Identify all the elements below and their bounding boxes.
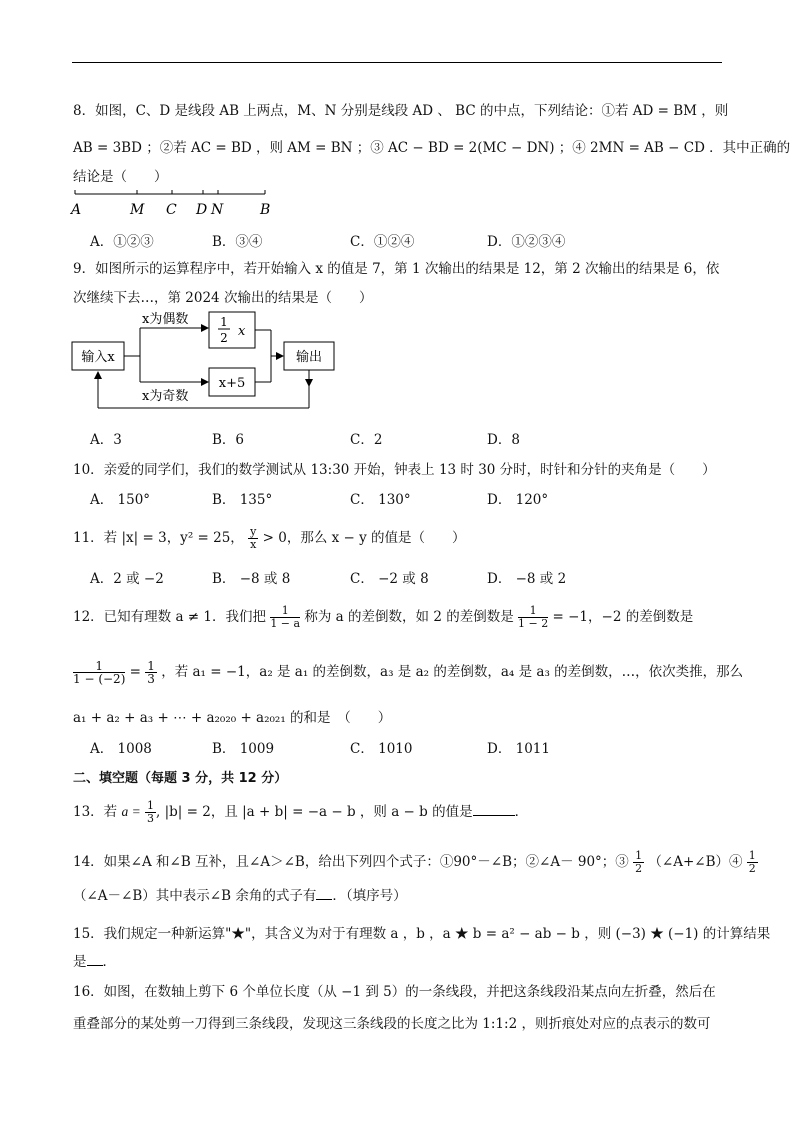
q13-end: ．	[514, 804, 529, 820]
q12-line1-a: 12．已知有理数 a ≠ 1．我们把	[73, 609, 267, 625]
q11-fraction	[248, 526, 258, 551]
q13-prefix: 13．若	[73, 804, 118, 820]
q14-frac-half-1	[633, 850, 644, 875]
odd-label: x为奇数	[142, 389, 189, 404]
q8-line1: 8．如图，C、D 是线段 AB 上两点，M、N 分别是线段 AD 、 BC 的中点，下列结论：①若 AD = BM ，则	[73, 103, 729, 119]
q14-frac2-den: 2	[748, 862, 756, 875]
q12-line1-b: 称为 a 的差倒数，如 2 的差倒数是	[304, 609, 514, 625]
q13-mid: ，且 |a + b| = −a − b ，则 a − b 的值是	[210, 804, 473, 820]
point-b-label: B	[260, 202, 271, 218]
q9-line1: 9．如图所示的运算程序中，若开始输入 x 的值是 7，第 1 次输出的结果是 12，第 2 次输出的结果是 6，依	[73, 261, 720, 277]
q12-frac1-num: 1	[270, 605, 300, 618]
q12-line2: $\frac{1}{1 - (-2)}$ = $\frac{1}{3}$ ，若 a₁ = −1，a₂ 是 a₁ 的差倒数，a₃ 是 a₂ 的差倒数，a₄ 是 a₃ 的差倒数，…，依次类推，那么	[73, 659, 744, 686]
half-box	[209, 312, 255, 348]
q12-option-a[interactable]: A． 1008	[90, 741, 152, 757]
q13-b-cond: , |b| = 2	[156, 804, 211, 820]
q8-option-d[interactable]: D．①②③④	[487, 234, 566, 250]
q11-option-b[interactable]: B． −8 或 8	[212, 571, 291, 587]
q13-answer-blank[interactable]	[473, 803, 515, 816]
q11-frac-den: x	[250, 538, 257, 551]
q13-line	[73, 800, 528, 825]
q12-line2-text: ，若 a₁ = −1，a₂ 是 a₁ 的差倒数，a₃ 是 a₂ 的差倒数，a₄ 是 a₃ 的差倒数，…，依次类推，那么	[161, 664, 744, 680]
q16-line1: 16．如图，在数轴上剪下 6 个单位长度（从 −1 到 5）的一条线段，并把这条线段沿某点向左折叠，然后在	[73, 984, 716, 1000]
q14-frac-half-2	[747, 850, 758, 875]
point-n-label: N	[211, 202, 224, 218]
q10-line1: 10．亲爱的同学们，我们的数学测试从 13:30 开始，钟表上 13 时 30 分时，时针和分针的夹角是（ ）	[73, 462, 716, 478]
q14-frac2-num: 1	[748, 849, 756, 862]
q9-option-d[interactable]: D．8	[487, 432, 520, 448]
q12-frac1-den: 1 − a	[270, 617, 301, 630]
q14-line1-text: 14．如果∠A 和∠B 互补，且∠A＞∠B，给出下列四个式子：①90°－∠B；②∠A－ 90°；③	[73, 854, 629, 870]
q8-option-a[interactable]: A．①②③	[90, 234, 154, 250]
q12-frac2-den: 1 − 2	[518, 617, 549, 630]
q16-line2: 重叠部分的某处剪一刀得到三条线段，发现这三条线段的长度之比为 1:1:2 ，则折痕处对应的点表示的数可	[73, 1016, 711, 1032]
q12-option-c[interactable]: C． 1010	[350, 741, 413, 757]
q12-frac4	[145, 660, 157, 685]
q12-line1-c: = −1，−2 的差倒数是	[552, 609, 694, 625]
q12-frac3	[73, 660, 125, 685]
point-d-label: D	[196, 202, 208, 218]
q14-frac1-num: 1	[635, 849, 643, 862]
q15-line1: 15．我们规定一种新运算"★"，其含义为对于有理数 a ，b ，a ★ b = a² − ab − b ，则 (−3) ★ (−1) 的计算结果	[73, 926, 771, 942]
q15-line2-end: ．	[102, 954, 116, 970]
q14-line2-end: ．（填序号）	[332, 888, 407, 904]
q12-frac3-den: 1 − (−2)	[73, 672, 126, 686]
output-box-label: 输出	[295, 350, 323, 365]
q12-option-b[interactable]: B． 1009	[212, 741, 275, 757]
q12-frac2	[518, 605, 548, 630]
point-a-label: A	[71, 202, 82, 218]
q11-option-d[interactable]: D． −8 或 2	[487, 571, 567, 587]
q14-frac1-den: 2	[635, 862, 643, 875]
q9-flowchart	[68, 306, 368, 414]
q10-option-d[interactable]: D． 120°	[487, 492, 549, 508]
q12-line3: a₁ + a₂ + a₃ + ⋯ + a₂₀₂₀ + a₂₀₂₁ 的和是 （ ）	[73, 710, 392, 726]
q14-line2-text: （∠A－∠B）其中表示∠B 余角的式子有	[73, 888, 317, 904]
q11-suffix: ，那么 x − y 的值是（ ）	[286, 530, 466, 546]
q12-frac2-num: 1	[518, 605, 548, 618]
plus5-label: x+5	[218, 376, 246, 391]
half-variable: x	[238, 324, 246, 339]
point-c-label: C	[166, 202, 177, 218]
q11-prefix: 11．若	[73, 530, 118, 546]
q13-frac-den: 3	[147, 812, 155, 825]
q11-cond-square: ，y² = 25，	[166, 530, 244, 546]
q12-frac4-num: 1	[147, 659, 155, 673]
q9-line2: 次继续下去…，第 2024 次输出的结果是（ ）	[73, 290, 373, 306]
half-denominator: 2	[220, 331, 228, 345]
q14-line1	[73, 850, 758, 875]
q11-cond-abs: |x| = 3	[121, 530, 167, 546]
q10-option-a[interactable]: A． 150°	[90, 492, 151, 508]
q12-frac4-den: 3	[147, 672, 155, 686]
q8-line3: 结论是（ ）	[73, 169, 168, 185]
q14-item3: （∠A+∠B）④	[648, 854, 743, 870]
q9-option-a[interactable]: A．3	[90, 432, 122, 448]
q15-line2	[73, 950, 116, 970]
q8-option-b[interactable]: B．③④	[212, 234, 263, 250]
q9-option-c[interactable]: C．2	[350, 432, 383, 448]
section-fill-in-title: 二、填空题（每题 3 分，共 12 分）	[73, 771, 288, 786]
q11-stem	[73, 526, 466, 551]
q8-line2: AB = 3BD ；②若 AC = BD ，则 AM = BN ；③ AC − BD = 2(MC − DN) ；④ 2MN = AB − CD ．其中正确的	[73, 140, 791, 156]
q11-frac-num: y	[250, 525, 257, 538]
half-numerator: 1	[220, 315, 228, 329]
q13-a-eq: a =	[121, 804, 141, 819]
q10-option-c[interactable]: C． 130°	[350, 492, 411, 508]
input-box-label: 输入x	[81, 350, 115, 365]
q11-option-c[interactable]: C． −2 或 8	[350, 571, 429, 587]
even-label: x为偶数	[142, 312, 189, 327]
q10-option-b[interactable]: B． 135°	[212, 492, 273, 508]
q12-line1	[73, 605, 693, 630]
q12-option-d[interactable]: D． 1011	[487, 741, 550, 757]
q12-frac1	[270, 605, 300, 630]
q14-answer-blank[interactable]	[316, 887, 332, 900]
q8-segment-figure	[68, 186, 278, 218]
point-m-label: M	[130, 202, 145, 218]
q14-line2	[73, 884, 407, 904]
q15-line2-prefix: 是	[73, 954, 87, 970]
q13-fraction	[145, 800, 156, 825]
q9-option-b[interactable]: B．6	[212, 432, 245, 448]
q11-option-a[interactable]: A．2 或 −2	[90, 571, 164, 587]
q13-frac-num: 1	[147, 799, 155, 812]
header-rule	[72, 62, 722, 63]
q15-answer-blank[interactable]	[87, 953, 103, 966]
q8-option-c[interactable]: C．①②④	[350, 234, 415, 250]
q12-frac3-num: 1	[73, 660, 125, 673]
q11-cond-positive: > 0	[262, 530, 287, 546]
